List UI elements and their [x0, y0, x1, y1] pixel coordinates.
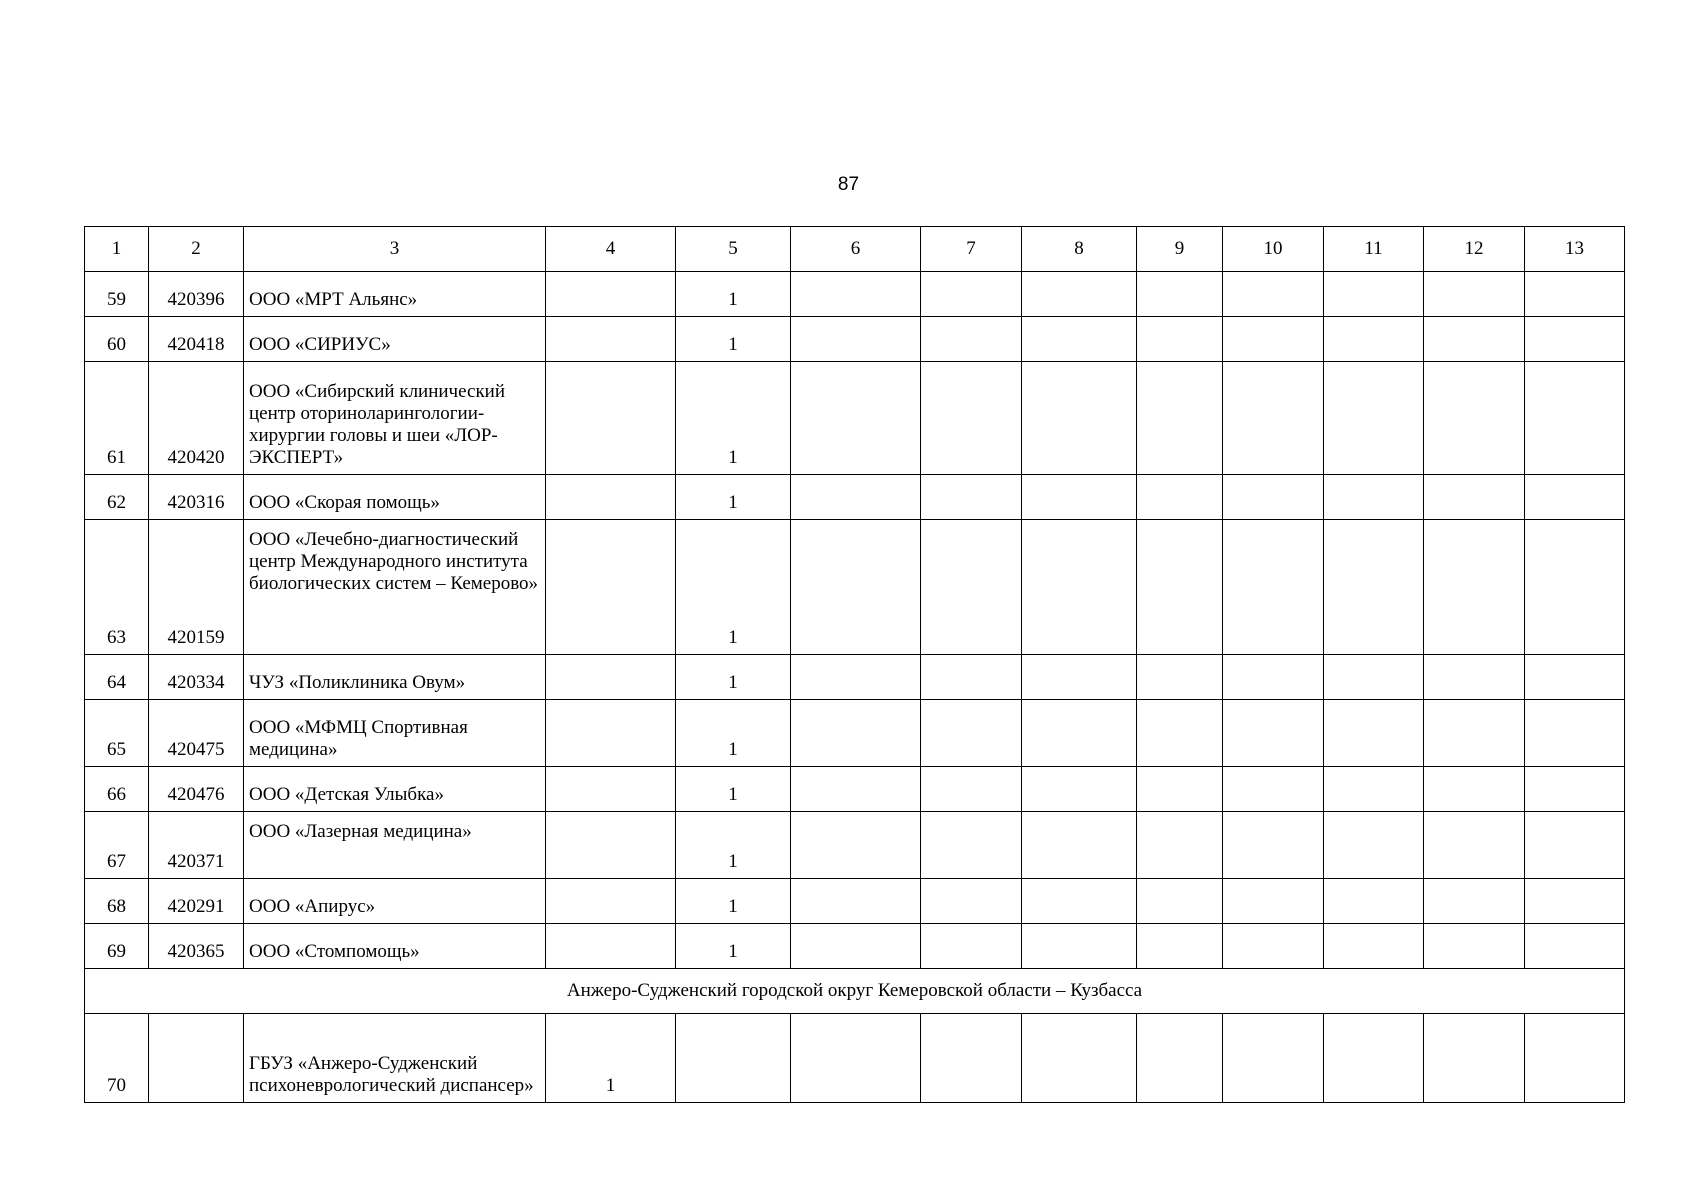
page-number: 87 [837, 174, 860, 195]
cell-col4 [546, 812, 676, 879]
cell-col4 [546, 655, 676, 700]
table-row [85, 475, 1625, 520]
org-code: 420291 [149, 879, 244, 924]
table-header-row [85, 227, 1625, 272]
row-number: 62 [85, 475, 149, 520]
row-number: 67 [85, 812, 149, 879]
cell-col5: 1 [676, 924, 791, 969]
cell-col4 [546, 767, 676, 812]
header-cell: 7 [921, 227, 1022, 272]
org-code: 420334 [149, 655, 244, 700]
data-table [84, 226, 1625, 1103]
cell-col4 [546, 520, 676, 655]
cell-col4 [546, 272, 676, 317]
cell-col4: 1 [546, 1014, 676, 1103]
org-name: ООО «МФМЦ Спортивная медицина» [244, 700, 546, 767]
cell-col5: 1 [676, 362, 791, 475]
cell-col5: 1 [676, 812, 791, 879]
cell-col4 [546, 475, 676, 520]
header-cell: 1 [85, 227, 149, 272]
region-row [85, 969, 1625, 1014]
cell-col5: 1 [676, 520, 791, 655]
table-row [85, 655, 1625, 700]
header-cell: 2 [149, 227, 244, 272]
table-row [85, 879, 1625, 924]
cell-col4 [546, 879, 676, 924]
table-row [85, 362, 1625, 475]
cell-col5: 1 [676, 767, 791, 812]
org-name: ГБУЗ «Анжеро-Судженский психоневрологический диспансер» [244, 1014, 546, 1103]
cell-col4 [546, 362, 676, 475]
org-name: ООО «МРТ Альянс» [244, 272, 546, 317]
row-number: 66 [85, 767, 149, 812]
org-code: 420159 [149, 520, 244, 655]
cell-col5: 1 [676, 272, 791, 317]
cell-col5: 1 [676, 879, 791, 924]
table-row [85, 767, 1625, 812]
table-row [85, 317, 1625, 362]
row-number: 69 [85, 924, 149, 969]
org-code: 420396 [149, 272, 244, 317]
org-name: ООО «Апирус» [244, 879, 546, 924]
row-number: 59 [85, 272, 149, 317]
org-name: ООО «Лазерная медицина» [244, 812, 546, 879]
org-code [149, 1014, 244, 1103]
org-code: 420418 [149, 317, 244, 362]
cell-col4 [546, 700, 676, 767]
row-number: 61 [85, 362, 149, 475]
cell-col4 [546, 924, 676, 969]
org-code: 420420 [149, 362, 244, 475]
header-cell: 3 [244, 227, 546, 272]
row-number: 64 [85, 655, 149, 700]
header-cell: 12 [1424, 227, 1525, 272]
cell-col5: 1 [676, 655, 791, 700]
row-number: 63 [85, 520, 149, 655]
cell-col5 [676, 1014, 791, 1103]
row-number: 65 [85, 700, 149, 767]
header-cell: 8 [1022, 227, 1137, 272]
row-number: 68 [85, 879, 149, 924]
org-name: ООО «Скорая помощь» [244, 475, 546, 520]
table-row [85, 1014, 1625, 1103]
org-code: 420371 [149, 812, 244, 879]
table-row [85, 520, 1625, 655]
org-name: ЧУЗ «Поликлиника Овум» [244, 655, 546, 700]
org-name: ООО «Детская Улыбка» [244, 767, 546, 812]
table-row [85, 812, 1625, 879]
cell-col4 [546, 317, 676, 362]
table-row [85, 700, 1625, 767]
header-cell: 6 [791, 227, 921, 272]
org-code: 420476 [149, 767, 244, 812]
row-number: 70 [85, 1014, 149, 1103]
header-cell: 9 [1137, 227, 1223, 272]
org-name: ООО «Стомпомощь» [244, 924, 546, 969]
org-name: ООО «Сибирский клинический центр оториноларингологии-хирургии головы и шеи «ЛОР-ЭКСПЕРТ» [244, 362, 546, 475]
org-code: 420316 [149, 475, 244, 520]
table-row [85, 924, 1625, 969]
cell-col5: 1 [676, 317, 791, 362]
org-name: ООО «Лечебно-диагностический центр Международного института биологических систем – Кемерово» [244, 520, 546, 655]
region-title: Анжеро-Судженский городской округ Кемеровской области – Кузбасса [85, 969, 1625, 1014]
row-number: 60 [85, 317, 149, 362]
header-cell: 13 [1525, 227, 1625, 272]
header-cell: 10 [1223, 227, 1324, 272]
org-code: 420365 [149, 924, 244, 969]
cell-col5: 1 [676, 700, 791, 767]
org-name: ООО «СИРИУС» [244, 317, 546, 362]
header-cell: 5 [676, 227, 791, 272]
org-code: 420475 [149, 700, 244, 767]
table-row [85, 272, 1625, 317]
header-cell: 4 [546, 227, 676, 272]
header-cell: 11 [1324, 227, 1424, 272]
cell-col5: 1 [676, 475, 791, 520]
